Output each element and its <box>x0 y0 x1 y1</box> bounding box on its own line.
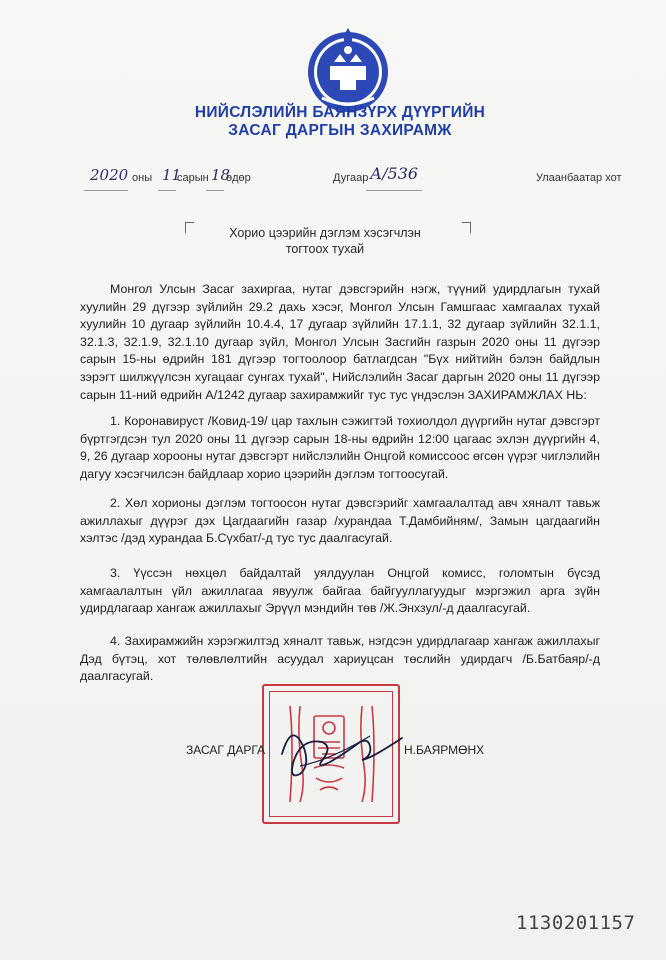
signatory-name: Н.БАЯРМӨНХ <box>404 743 485 757</box>
title-bracket-tr <box>462 222 471 233</box>
place-label: Улаанбаатар хот <box>536 172 622 184</box>
handwritten-signature <box>270 716 410 786</box>
clause-2 <box>80 495 600 548</box>
signatory-title: ЗАСАГ ДАРГА <box>186 743 266 757</box>
clause-3 <box>80 565 600 618</box>
document-title <box>200 225 450 257</box>
clause-3-text: 3. Үүссэн нөхцөл байдалтай уялдуулан Онцгой комисс, голомтын бүсэд хамгаалалтын үйл ажиллагаа явуулж байгаа байгууллагуудыг мэргэжил арга зүйн удирдлагаар хангаж ажиллахыг Эрүүл мэндийн төв /Ж.Энхзул/-д даалгасугай. <box>80 566 600 616</box>
intro-paragraph <box>80 281 600 404</box>
clause-1 <box>80 413 600 483</box>
title-bracket-tl <box>185 222 194 233</box>
date-month: 11 <box>162 166 182 184</box>
title-line1: Хорио цээрийн дэглэм хэсэгчлэн <box>229 226 421 240</box>
date-day-underline <box>206 190 224 191</box>
date-day: 18 <box>211 166 231 184</box>
title-line2: тогтоох тухай <box>285 242 365 256</box>
intro-text: Монгол Улсын Засаг захиргаа, нутаг дэвсгэрийн нэгж, түүний удирдлагын тухай хуулийн 29 дүгээр зүйлийн 29.2 дахь хэсэг, Монгол Улсын Гамшгаас хамгаалах тухай хуулийн 10 дугаар зүйлийн 10.4.4, 17 дугаар зүйлийн 17.1.1, 32 дугаар зүйлийн 32.1.1, 32.1.3, 32.1.9, 32.1.10 дугаар зүйл, Монгол Улсын Засгийн газрын 2020 оны 11 дүгээр сарын 15-ны өдрийн 181 дүгээр тогтоолоор батлагдсан "Бүх нийтийн бэлэн байдлын зэрэгт шилжүүлсэн хугацааг сунгах тухай", Нийслэлийн Засаг даргын 2020 оны 11 дүгээр сарын 11-ний өдрийн А/1242 дугаар захирамжийг тус тус үндэслэн ЗАХИРАМЖЛАХ НЬ: <box>80 282 600 402</box>
clause-2-text: 2. Хөл хорионы дэглэм тогтоосон нутаг дэвсгэрийг хамгаалалтад авч хяналт тавьж ажиллахыг дүүрэг дэх Цагдаагийн газар /хурандаа Т.Дамбийням/, Замын цагдаагийн хэлтэс /дэд хурандаа Б.Сүхбат/-д тус тус даалгасугай. <box>80 496 600 546</box>
serial-number: 1130201157 <box>516 912 636 934</box>
date-month-suffix: сарын <box>177 172 209 184</box>
date-month-underline <box>158 190 176 191</box>
org-name-line2: ЗАСАГ ДАРГЫН ЗАХИРАМЖ <box>228 122 452 139</box>
number-label: Дугаар <box>333 172 369 184</box>
date-year-underline <box>84 190 128 191</box>
clause-4-text: 4. Захирамжийн хэрэгжилтэд хяналт тавьж, нэгдсэн удирдлагаар хангаж ажиллахыг Дэд бүтэц, хот төлөвлөлтийн асуудал хариуцсан төслийн удирдагч /Б.Батбаяр/-д даалгасугай. <box>80 634 600 684</box>
date-year: 2020 <box>90 166 129 184</box>
date-year-suffix: оны <box>132 172 153 184</box>
document-number: А/536 <box>370 164 419 183</box>
clause-1-text: 1. Коронавируст /Ковид-19/ цар тахлын сэжигтэй тохиолдол дүүргийн нутаг дэвсгэрт бүртгэгдсэн тул 2020 оны 11 дүгээр сарын 18-ны өдрийн 12:00 цагаас эхлэн дүүргийн 4, 9, 26 дугаар хорооны нутаг дэвсгэрт нийслэлийн Онцгой комиссоос өгсөн үүрэг чиглэлийн дагуу хэсэгчилсэн байдлаар хорио цээрийн дэглэм тогтоосугай. <box>80 414 600 481</box>
org-name-line1: НИЙСЛЭЛИЙН БАЯНЗҮРХ ДҮҮРГИЙН <box>194 104 486 121</box>
date-day-suffix: өдөр <box>226 172 251 184</box>
clause-4 <box>80 633 600 686</box>
number-underline <box>366 190 422 191</box>
